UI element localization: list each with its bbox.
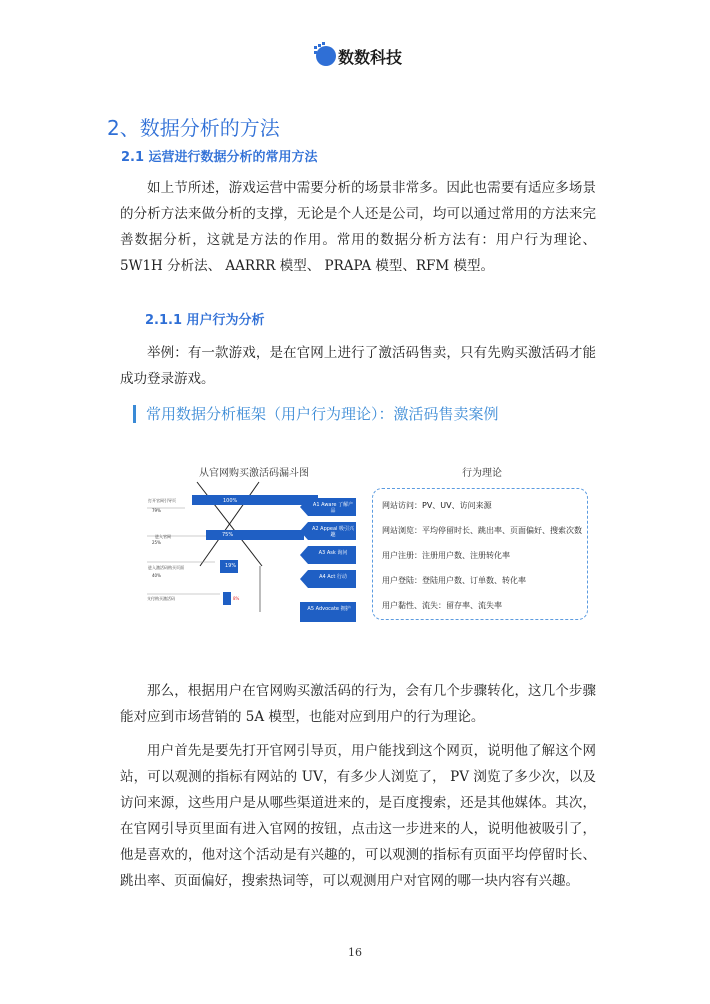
behavior-item: 网站浏览：平均停留时长、跳出率、页面偏好、搜索次数 (382, 526, 582, 535)
stage-label: A3 Ask 询问 (318, 550, 348, 556)
behavior-title: 行为理论 (462, 468, 502, 479)
stage-label: A1 Aware 了解产品 (312, 502, 354, 514)
funnel-step-label: 进入官网 (155, 534, 171, 539)
paragraph-steps: 那么，根据用户在官网购买激活码的行为，会有几个步骤转化，这几个步骤能对应到市场营销的 5A 模型，也能对应到用户的行为理论。 (120, 683, 596, 725)
page-number: 16 (348, 946, 362, 959)
funnel-bar-4 (223, 592, 231, 605)
funnel-rate-label: 25% (152, 540, 161, 545)
stage-label: A4 Act 行动 (319, 574, 347, 580)
behavior-item: 用户登陆：登陆用户数、订单数、转化率 (382, 576, 526, 585)
stage-box-5 (300, 602, 356, 622)
funnel-bar-1-label: 100% (223, 498, 238, 504)
funnel-step-label: 打开官网引导页 (148, 498, 176, 503)
behavior-item: 网站访问：PV、UV、访问来源 (382, 501, 492, 510)
funnel-bar-2-label: 75% (222, 532, 234, 538)
funnel-bar-2 (206, 530, 304, 540)
behavior-item: 用户注册：注册用户数、注册转化率 (382, 551, 510, 560)
funnel-rate-label: 40% (152, 573, 161, 578)
funnel-bar-3-label: 19% (225, 563, 237, 569)
stage-label: A5 Advocate 拥护 (307, 606, 351, 612)
brand-logo-icon (312, 42, 336, 68)
figure-title: 常用数据分析框架（用户行为理论）：激活码售卖案例 (133, 405, 499, 423)
section-title: 2、数据分析的方法 (107, 116, 280, 140)
funnel-bar-4-label: 8% (233, 596, 240, 601)
subsubsection-title: 2.1.1 用户行为分析 (145, 313, 265, 328)
funnel-rate-label: 79% (152, 508, 161, 513)
paragraph-example: 举例：有一款游戏，是在官网上进行了激活码售卖，只有先购买激活码才能成功登录游戏。 (120, 345, 596, 387)
behavior-item: 用户黏性、流失：留存率、流失率 (382, 601, 502, 610)
paragraph-intro: 如上节所述，游戏运营中需要分析的场景非常多。因此也需要有适应多场景的分析方法来做分析的支撑，无论是个人还是公司，均可以通过常用的方法来完善数据分析，这就是方法的作用。常用的数据分析方法有：用户行为理论、5W1H 分析法、 AARRR 模型、 PRAPA 模型、RFM 模型。 (120, 180, 596, 274)
funnel-edge-right (200, 482, 259, 566)
brand-name: 数数科技 (338, 48, 403, 67)
funnel-step-label: 进入激活码购买页面 (148, 565, 184, 570)
stage-label: A2 Appeal 吸引兴趣 (311, 526, 355, 538)
paragraph-detail: 用户首先是要先打开官网引导页，用户能找到这个网页，说明他了解这个网站，可以观测的指标有网站的 UV，有多少人浏览了， PV 浏览了多少次，以及访问来源，这些用户是从哪些渠道进来的，是百度搜索，还是其他媒体。其次，在官网引导页里面有进入官网的按钮，点击这一步进来的人，说明他被吸引了，他是喜欢的，他对这个活动是有兴趣的，可以观测的指标有页面平均停留时长、跳出率、页面偏好，搜索热词等，可以观测用户对官网的哪一块内容有兴趣。 (120, 743, 596, 889)
funnel-title: 从官网购买激活码漏斗图 (199, 468, 309, 479)
funnel-step-label: 支付购买激活码 (147, 596, 175, 601)
subsection-title: 2.1 运营进行数据分析的常用方法 (121, 150, 318, 165)
page-header (0, 42, 710, 72)
